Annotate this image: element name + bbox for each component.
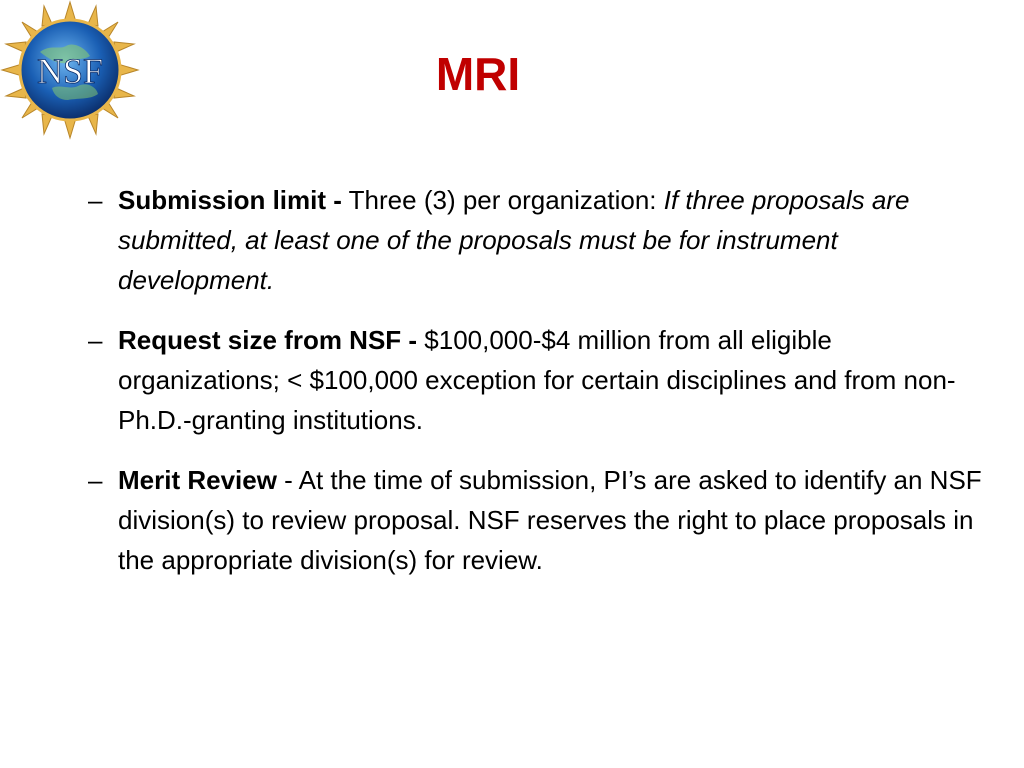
bullet-dash: – [88,185,103,215]
bullet-lead: Request size from NSF - [118,325,418,355]
bullet-item-submission-limit [88,180,988,300]
slide-title: MRI [435,48,521,100]
bullet-item-request-size [88,320,988,440]
bullet-dash: – [88,325,103,355]
bullet-italic: If three proposals are submitted, at least one of the proposals must be for instrument development. [118,185,910,295]
svg-text:NSF: NSF [36,51,104,91]
bullet-text: Three (3) per organization: [341,185,664,215]
bullet-lead: Submission limit - [118,185,342,215]
bullet-text: - At the time of submission, PI’s are asked to identify an NSF division(s) to review proposal. NSF reserves the right to place proposals in the appropriate division(s) for review. [118,465,982,575]
bullet-lead: Merit Review [118,465,277,495]
bullet-text: $100,000-$4 million from all eligible organizations; < $100,000 exception for certain disciplines and from non-Ph.D.-granting institutions. [118,325,956,435]
bullet-list [88,180,988,600]
bullet-item-merit-review [88,460,988,580]
bullet-dash: – [88,465,103,495]
